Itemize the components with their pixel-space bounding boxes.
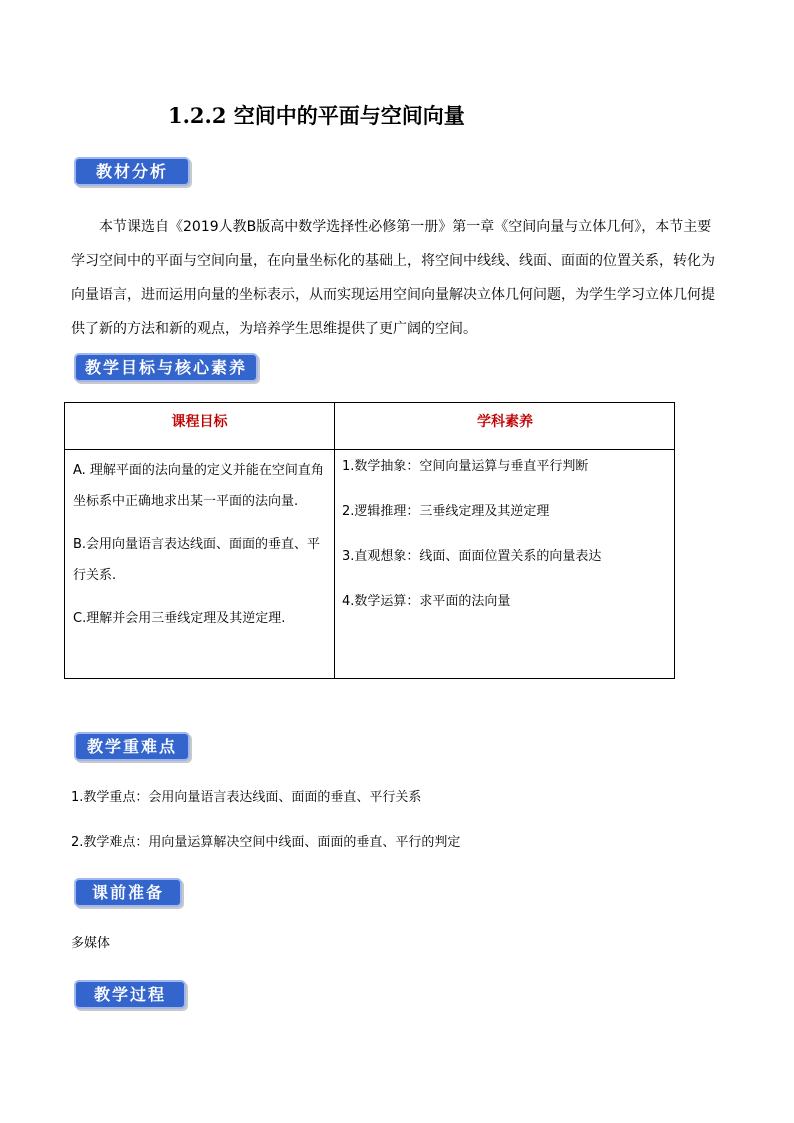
course-goal-item: A. 理解平面的法向量的定义并能在空间直角坐标系中正确地求出某一平面的法向量.	[73, 463, 324, 509]
table-header-core-literacy: 学科素养	[477, 414, 533, 430]
analysis-line: 供了新的方法和新的观点，为培养学生思维提供了更广阔的空间。	[71, 321, 477, 337]
core-literacy-cell	[342, 452, 668, 632]
table-divider	[334, 403, 335, 678]
teaching-difficulty: 2.教学难点：用向量运算解决空间中线面、面面的垂直、平行的判定	[71, 835, 461, 850]
literacy-item: 2.逻辑推理：三垂线定理及其逆定理	[342, 504, 550, 519]
course-goal-item: C.理解并会用三垂线定理及其逆定理.	[73, 611, 286, 626]
preparation-text: 多媒体	[71, 936, 111, 951]
literacy-item: 1.数学抽象：空间向量运算与垂直平行判断	[342, 459, 589, 474]
page-title: 1.2.2 空间中的平面与空间向量	[168, 103, 465, 128]
section-badge-objectives: 教学目标与核心素养	[74, 353, 258, 382]
teaching-focus: 1.教学重点：会用向量语言表达线面、面面的垂直、平行关系	[71, 790, 422, 805]
analysis-line: 向量语言，进而运用向量的坐标表示，从而实现运用空间向量解决立体几何问题，为学生学习立体几何提	[71, 287, 715, 303]
table-header-course-goals: 课程目标	[171, 414, 228, 430]
analysis-line: 学习空间中的平面与空间向量，在向量坐标化的基础上，将空间中线线、线面、面面的位置关系，转化为	[71, 253, 715, 269]
table-divider	[65, 449, 674, 450]
literacy-item: 3.直观想象：线面、面面位置关系的向量表达	[342, 549, 602, 564]
literacy-item: 4.数学运算：求平面的法向量	[342, 594, 511, 609]
section-badge-analysis: 教材分析	[74, 157, 190, 186]
section-badge-preparation: 课前准备	[74, 878, 182, 907]
goals-table	[64, 402, 675, 679]
course-goals-cell	[73, 455, 325, 646]
section-badge-key-points: 教学重难点	[74, 732, 190, 761]
analysis-paragraph	[71, 210, 731, 346]
section-badge-process: 教学过程	[74, 980, 186, 1009]
course-goal-item: B.会用向量语言表达线面、面面的垂直、平行关系.	[73, 537, 321, 583]
analysis-line: 本节课选自《2019人教B版高中数学选择性必修第一册》第一章《空间向量与立体几何》，本节主要	[99, 219, 712, 235]
